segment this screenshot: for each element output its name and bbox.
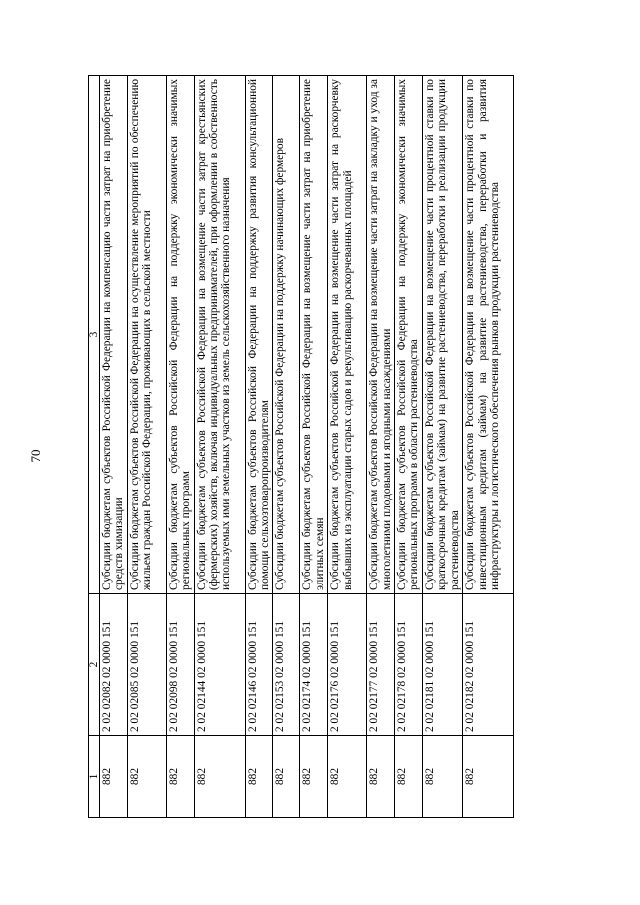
- budget-code-cell: 2 02 02146 02 0000 151: [245, 594, 273, 736]
- table-row: [300, 76, 328, 818]
- budget-code-cell: 2 02 02182 02 0000 151: [463, 594, 514, 736]
- description-cell: Субсидии бюджетам субъектов Российской Федерации на возмещение части затрат на закладку и уход за многолетними плодовыми и ягодными насаждениями: [367, 76, 395, 594]
- header-col-1: 1: [89, 736, 100, 818]
- table-row: [395, 76, 423, 818]
- budget-code-cell: 2 02 02178 02 0000 151: [395, 594, 423, 736]
- header-col-3: 3: [89, 76, 100, 594]
- table-header-row: [89, 76, 100, 818]
- table-row: [100, 76, 128, 818]
- table-row: [245, 76, 273, 818]
- table-row: [273, 76, 300, 818]
- admin-code-cell: 882: [328, 736, 367, 818]
- description-cell: Субсидии бюджетам субъектов Российской Федерации на компенсацию части затрат на приобретение средств химизации: [100, 76, 128, 594]
- description-cell: Субсидии бюджетам субъектов Российской Федерации на поддержку начинающих фермеров: [273, 76, 300, 594]
- rotated-table-container: [88, 76, 530, 818]
- description-cell: Субсидии бюджетам субъектов Российской Федерации на поддержку экономически значимых региональных программ: [166, 76, 194, 594]
- description-cell: Субсидии бюджетам субъектов Российской Федерации на возмещение части затрат крестьянских (фермерских) хозяйств, включая индивидуальных предпринимателей, при оформлении в собственность используемых ими земельных участков из земель сельскохозяйственного назначения: [194, 76, 245, 594]
- table-row: [127, 76, 166, 818]
- page-number: 70: [28, 449, 43, 463]
- table-row: [422, 76, 462, 818]
- budget-code-cell: 2 02 02176 02 0000 151: [328, 594, 367, 736]
- admin-code-cell: 882: [300, 736, 328, 818]
- description-cell: Субсидии бюджетам субъектов Российской Федерации на возмещение части затрат на приобретение элитных семян: [300, 76, 328, 594]
- budget-code-cell: 2 02 02174 02 0000 151: [300, 594, 328, 736]
- admin-code-cell: 882: [245, 736, 273, 818]
- admin-code-cell: 882: [367, 736, 395, 818]
- description-cell: Субсидии бюджетам субъектов Российской Федерации на возмещение части процентной ставки по краткосрочным кредитам (займам) на развитие растениеводства, переработки и реализации продукции растениеводства: [422, 76, 462, 594]
- budget-codes-table: [88, 75, 514, 818]
- admin-code-cell: 882: [194, 736, 245, 818]
- table-row: [463, 76, 514, 818]
- description-cell: Субсидии бюджетам субъектов Российской Федерации на поддержку развития консультационной помощи сельхозтоваропроизводителям: [245, 76, 273, 594]
- table-row: [328, 76, 367, 818]
- budget-code-cell: 2 02 02181 02 0000 151: [422, 594, 462, 736]
- table-row: [367, 76, 395, 818]
- budget-code-cell: 2 02 02153 02 0000 151: [273, 594, 300, 736]
- admin-code-cell: 882: [273, 736, 300, 818]
- admin-code-cell: 882: [100, 736, 128, 818]
- admin-code-cell: 882: [463, 736, 514, 818]
- admin-code-cell: 882: [166, 736, 194, 818]
- budget-code-cell: 2 02 02177 02 0000 151: [367, 594, 395, 736]
- description-cell: Субсидии бюджетам субъектов Российской Федерации на осуществление мероприятий по обеспечению жильем граждан Российской Федерации, проживающих в сельской местности: [127, 76, 166, 594]
- table-row: [194, 76, 245, 818]
- budget-code-cell: 2 02 02144 02 0000 151: [194, 594, 245, 736]
- admin-code-cell: 882: [422, 736, 462, 818]
- budget-code-cell: 2 02 02085 02 0000 151: [127, 594, 166, 736]
- description-cell: Субсидии бюджетам субъектов Российской Федерации на возмещение части процентной ставки по инвестиционным кредитам (займам) на развитие растениеводства, переработки и развития инфраструктуры и логистического обеспечения рынков продукции растениеводства: [463, 76, 514, 594]
- admin-code-cell: 882: [127, 736, 166, 818]
- budget-code-cell: 2 02 02082 02 0000 151: [100, 594, 128, 736]
- description-cell: Субсидии бюджетам субъектов Российской Федерации на поддержку экономически значимых региональных программ в области растениеводства: [395, 76, 423, 594]
- description-cell: Субсидии бюджетам субъектов Российской Федерации на возмещение части затрат на раскорчевку выбывших из эксплуатации старых садов и рекультивацию раскорчеванных площадей: [328, 76, 367, 594]
- budget-code-cell: 2 02 02098 02 0000 151: [166, 594, 194, 736]
- header-col-2: 2: [89, 594, 100, 736]
- admin-code-cell: 882: [395, 736, 423, 818]
- table-row: [166, 76, 194, 818]
